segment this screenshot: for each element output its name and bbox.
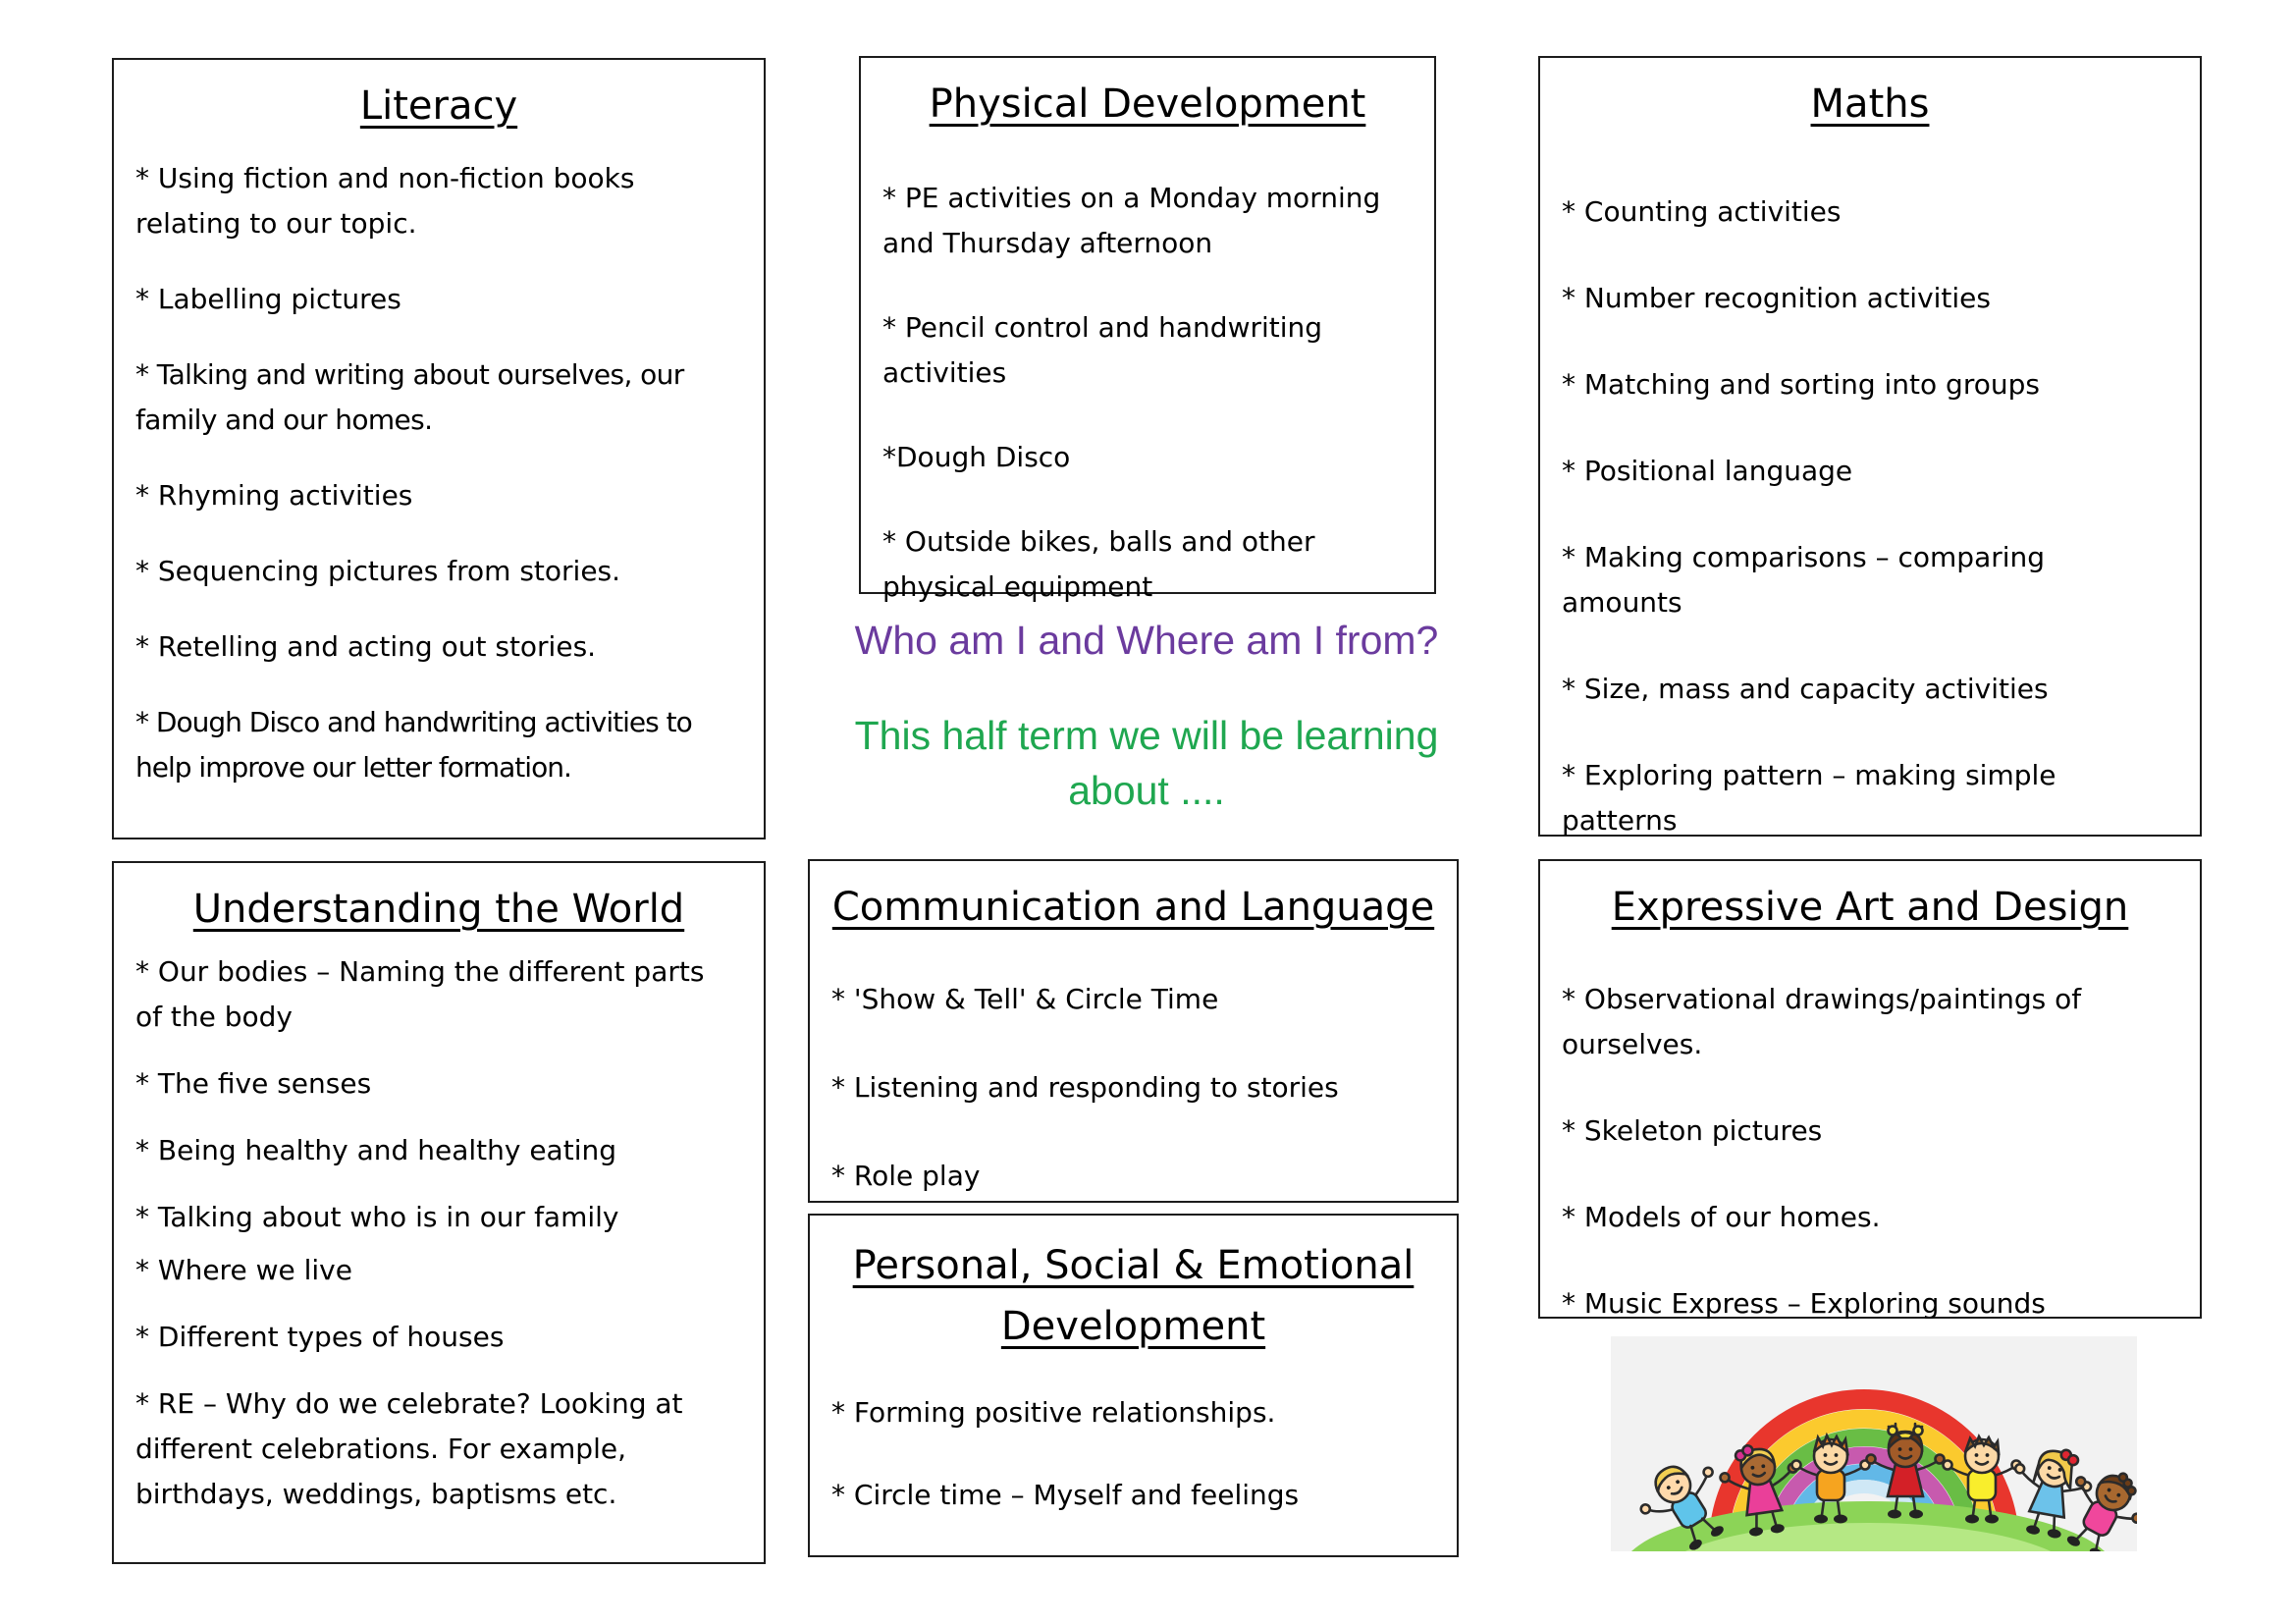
maths-title: Maths [1810, 81, 1930, 127]
utw-item-1: * The five senses [135, 1067, 372, 1100]
half-term-intro [842, 708, 1451, 818]
cl-item-1: * Listening and responding to stories [831, 1071, 1339, 1104]
utw-item-3: * Talking about who is in our family [135, 1201, 619, 1233]
cl-item-0: * 'Show & Tell' & Circle Time [831, 983, 1219, 1015]
literacy-item-5: * Retelling and acting out stories. [135, 630, 597, 663]
literacy-item-2: * Talking and writing about ourselves, our family and our homes. [135, 358, 684, 436]
maths-box [1538, 56, 2202, 837]
physical-development-title: Physical Development [929, 81, 1366, 127]
maths-item-6: * Exploring pattern – making simple patterns [1562, 759, 2056, 837]
maths-item-3: * Positional language [1562, 455, 1853, 487]
children-rainbow-clipart [1611, 1336, 2137, 1551]
literacy-item-6: * Dough Disco and handwriting activities to help improve our letter formation. [135, 706, 692, 784]
utw-item-2: * Being healthy and healthy eating [135, 1134, 616, 1166]
communication-and-language-box [808, 859, 1459, 1203]
utw-item-0: * Our bodies – Naming the different parts of the body [135, 955, 705, 1033]
utw-item-5: * Different types of houses [135, 1321, 505, 1353]
literacy-item-0: * Using fiction and non-fiction books relating to our topic. [135, 162, 635, 240]
ead-item-2: * Models of our homes. [1562, 1201, 1881, 1233]
ead-item-3: * Music Express – Exploring sounds [1562, 1287, 2046, 1320]
rainbow-children-illustration [1611, 1336, 2137, 1551]
understanding-the-world-title: Understanding the World [192, 887, 685, 932]
maths-item-2: * Matching and sorting into groups [1562, 368, 2040, 401]
half-term-intro-line2: about .... [1068, 768, 1225, 814]
ead-item-1: * Skeleton pictures [1562, 1114, 1823, 1147]
utw-item-4: * Where we live [135, 1254, 352, 1286]
physical-item-3: * Outside bikes, balls and other physical equipment [882, 525, 1315, 603]
ead-item-0: * Observational drawings/paintings of ourselves. [1562, 983, 2082, 1060]
literacy-box [112, 58, 766, 839]
physical-item-0: * PE activities on a Monday morning and Thursday afternoon [882, 182, 1381, 259]
physical-item-2: *Dough Disco [882, 441, 1071, 473]
maths-item-0: * Counting activities [1562, 195, 1842, 228]
psed-item-1: * Circle time – Myself and feelings [831, 1479, 1300, 1511]
utw-item-6: * RE – Why do we celebrate? Looking at different celebrations. For example, birthdays, weddings, baptisms etc. [135, 1387, 683, 1510]
cl-item-2: * Role play [831, 1160, 981, 1192]
psed-title: Personal, Social & Emotional Development [852, 1243, 1415, 1349]
center-topic-block [842, 617, 1451, 818]
psed-item-0: * Forming positive relationships. [831, 1396, 1276, 1429]
understanding-the-world-box [112, 861, 766, 1564]
literacy-item-4: * Sequencing pictures from stories. [135, 555, 621, 587]
maths-item-5: * Size, mass and capacity activities [1562, 673, 2049, 705]
half-term-intro-line1: This half term we will be learning [854, 713, 1439, 759]
maths-item-4: * Making comparisons – comparing amounts [1562, 541, 2046, 619]
expressive-art-design-box [1538, 859, 2202, 1319]
literacy-item-1: * Labelling pictures [135, 283, 401, 315]
expressive-art-design-title: Expressive Art and Design [1611, 885, 2129, 930]
communication-and-language-title: Communication and Language [831, 885, 1435, 930]
physical-item-1: * Pencil control and handwriting activities [882, 311, 1323, 389]
maths-item-1: * Number recognition activities [1562, 282, 1991, 314]
physical-development-box [859, 56, 1436, 603]
literacy-title: Literacy [359, 83, 518, 129]
topic-question: Who am I and Where am I from? [854, 618, 1439, 663]
psed-box [808, 1214, 1459, 1557]
literacy-item-3: * Rhyming activities [135, 479, 413, 512]
